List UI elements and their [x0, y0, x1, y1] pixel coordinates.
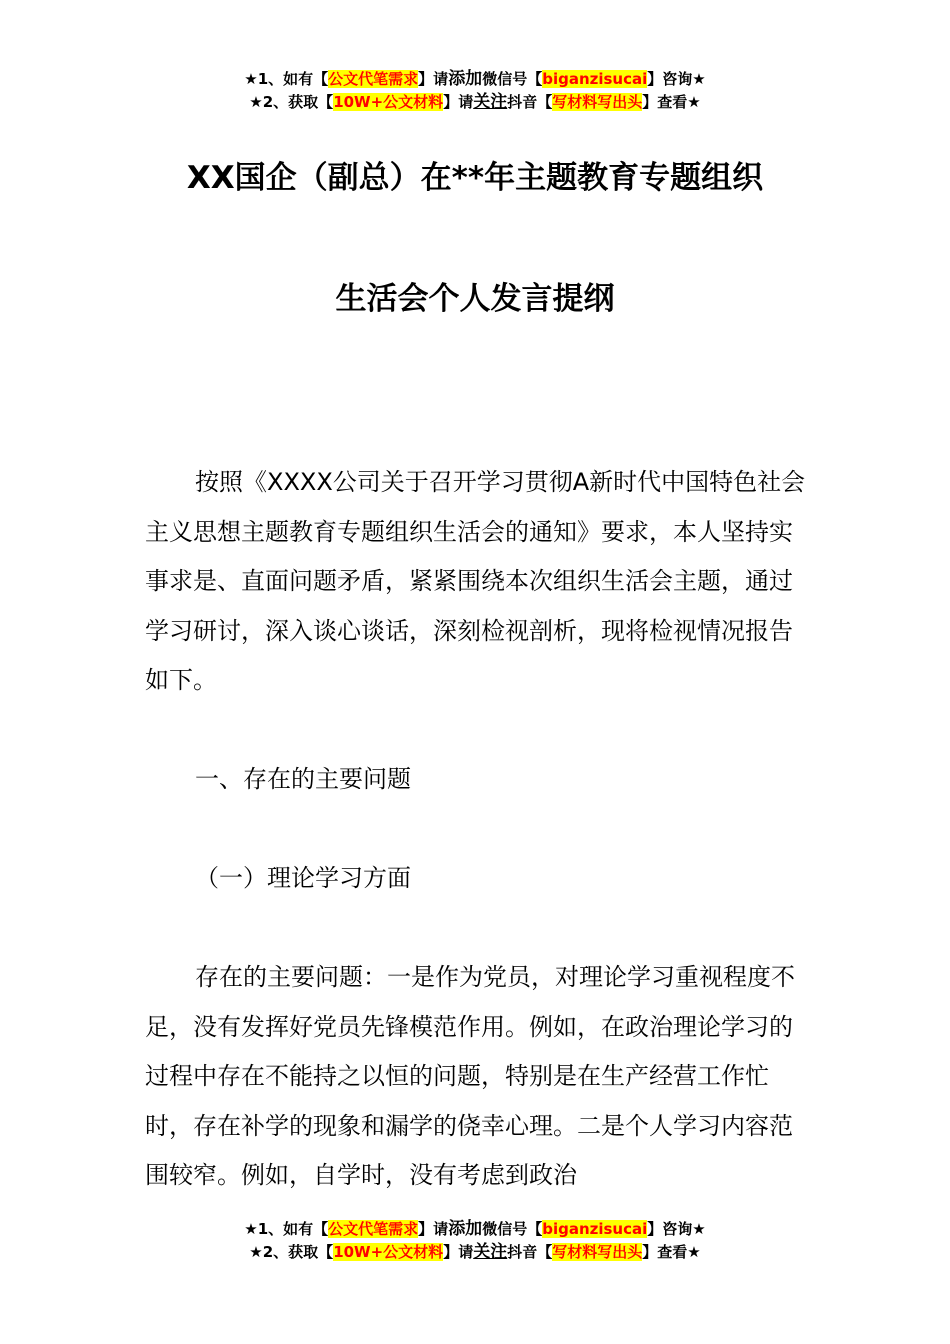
ad-highlight: 公文代笔需求	[328, 1220, 419, 1238]
ad-highlight: 写材料写出头	[552, 93, 643, 111]
ad-line-1: ★1、如有【公文代笔需求】请添加微信号【biganzisucai】咨询★	[244, 69, 706, 89]
ad-highlight: 写材料写出头	[552, 1243, 643, 1261]
intro-paragraph: 按照《XXXX公司关于召开学习贯彻A新时代中国特色社会主义思想主题教育专题组织生活会的通知》要求，本人坚持实事求是、直面问题矛盾，紧紧围绕本次组织生活会主题，通过学习研讨，深入谈心谈话，深刻检视剖析，现将检视情况报告如下。	[145, 468, 806, 694]
ad-highlight: biganzisucai	[542, 70, 648, 88]
document-title-line-1: XX国企（副总）在**年主题教育专题组织	[186, 160, 764, 196]
document-title-line-2: 生活会个人发言提纲	[335, 281, 615, 317]
ad-highlight: 10W+公文材料	[333, 1243, 444, 1261]
subsection-heading: （一）理论学习方面	[195, 864, 411, 892]
ad-highlight: 公文代笔需求	[328, 70, 419, 88]
ad-highlight: biganzisucai	[542, 1220, 648, 1238]
ad-banner-top	[0, 68, 950, 114]
section-heading: 一、存在的主要问题	[195, 765, 411, 793]
document-body	[145, 458, 810, 1201]
ad-line-2: ★2、获取【10W+公文材料】请关注抖音【写材料写出头】查看★	[249, 1242, 701, 1262]
ad-highlight: 10W+公文材料	[333, 93, 444, 111]
ad-line-2: ★2、获取【10W+公文材料】请关注抖音【写材料写出头】查看★	[249, 92, 701, 112]
ad-line-1: ★1、如有【公文代笔需求】请添加微信号【biganzisucai】咨询★	[244, 1219, 706, 1239]
body-paragraph: 存在的主要问题：一是作为党员，对理论学习重视程度不足，没有发挥好党员先锋模范作用。例如，在政治理论学习的过程中存在不能持之以恒的问题，特别是在生产经营工作忙时，存在补学的现象和漏学的侥幸心理。二是个人学习内容范围较窄。例如，自学时，没有考虑到政治	[145, 963, 795, 1189]
ad-banner-bottom	[0, 1218, 950, 1264]
